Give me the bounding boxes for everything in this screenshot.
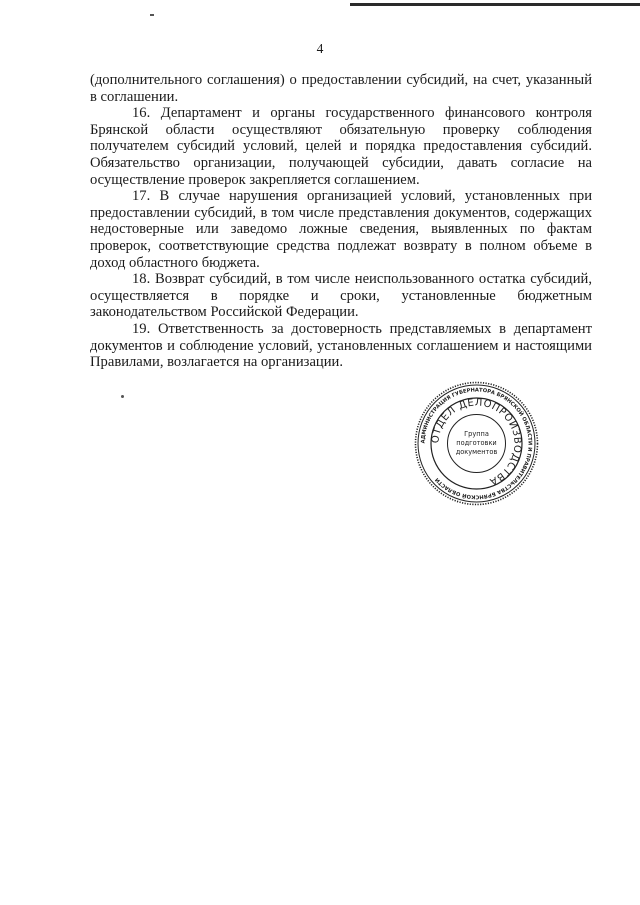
scan-edge-line [350, 3, 640, 6]
stamp-outer-text: АДМИНИСТРАЦИЯ ГУБЕРНАТОРА БРЯНСКОЙ ОБЛАСТИ И ПРАВИТЕЛЬСТВА БРЯНСКОЙ ОБЛАСТИ [420, 387, 533, 500]
stamp-inner-text: ОТДЕЛ ДЕЛОПРОИЗВОДСТВА [430, 397, 523, 487]
stamp-center-line-1: Группа [464, 430, 489, 438]
paragraph-text: Возврат субсидий, в том числе неиспользованного остатка субсидий, осуществляется в порядке и сроки, установленные бюджетным законодательством Российской Федерации. [90, 271, 592, 321]
paragraph-number: 19. [132, 320, 151, 337]
office-stamp [414, 381, 539, 506]
page-number: 4 [316, 41, 324, 56]
paragraph-number: 18. [132, 271, 151, 288]
paragraph-text: В случае нарушения организацией условий, установленных при предоставлении субсидий, в том числе представления документов, содержащих недостоверные или заведомо ложные сведения, выявленных по фактам проверок, соответствующие средства подлежат возврату в полном объеме в доход областного бюджета. [90, 188, 593, 271]
stamp-center-line-2: подготовки [456, 439, 497, 447]
paragraph-18 [90, 271, 592, 321]
paragraph-text: Департамент и органы государственного финансового контроля Брянской области осуществляют обязательную проверку соблюдения получателем субсидий условий, целей и порядка предоставления субсидий. Обязательство организации, получающей субсидии, давать согласие на осуществление проверок закрепляется соглашением. [90, 105, 592, 188]
scan-speck [150, 14, 154, 16]
paragraph-number: 16. [132, 105, 151, 122]
stamp-center-line-3: документов [455, 448, 498, 456]
paragraph-16 [90, 105, 592, 188]
paragraph-17 [90, 188, 592, 271]
intro-paragraph: (дополнительного соглашения) о предоставлении субсидий, на счет, указанный в соглашении. [90, 72, 592, 105]
paragraph-text: Ответственность за достоверность представляемых в департамент документов и соблюдение условий, установленных соглашением и настоящими Правилами, возлагается на организации. [90, 320, 592, 371]
paragraph-19 [90, 321, 592, 371]
scan-speck [121, 395, 124, 398]
document-body [90, 72, 592, 371]
paragraph-number: 17. [132, 188, 151, 205]
